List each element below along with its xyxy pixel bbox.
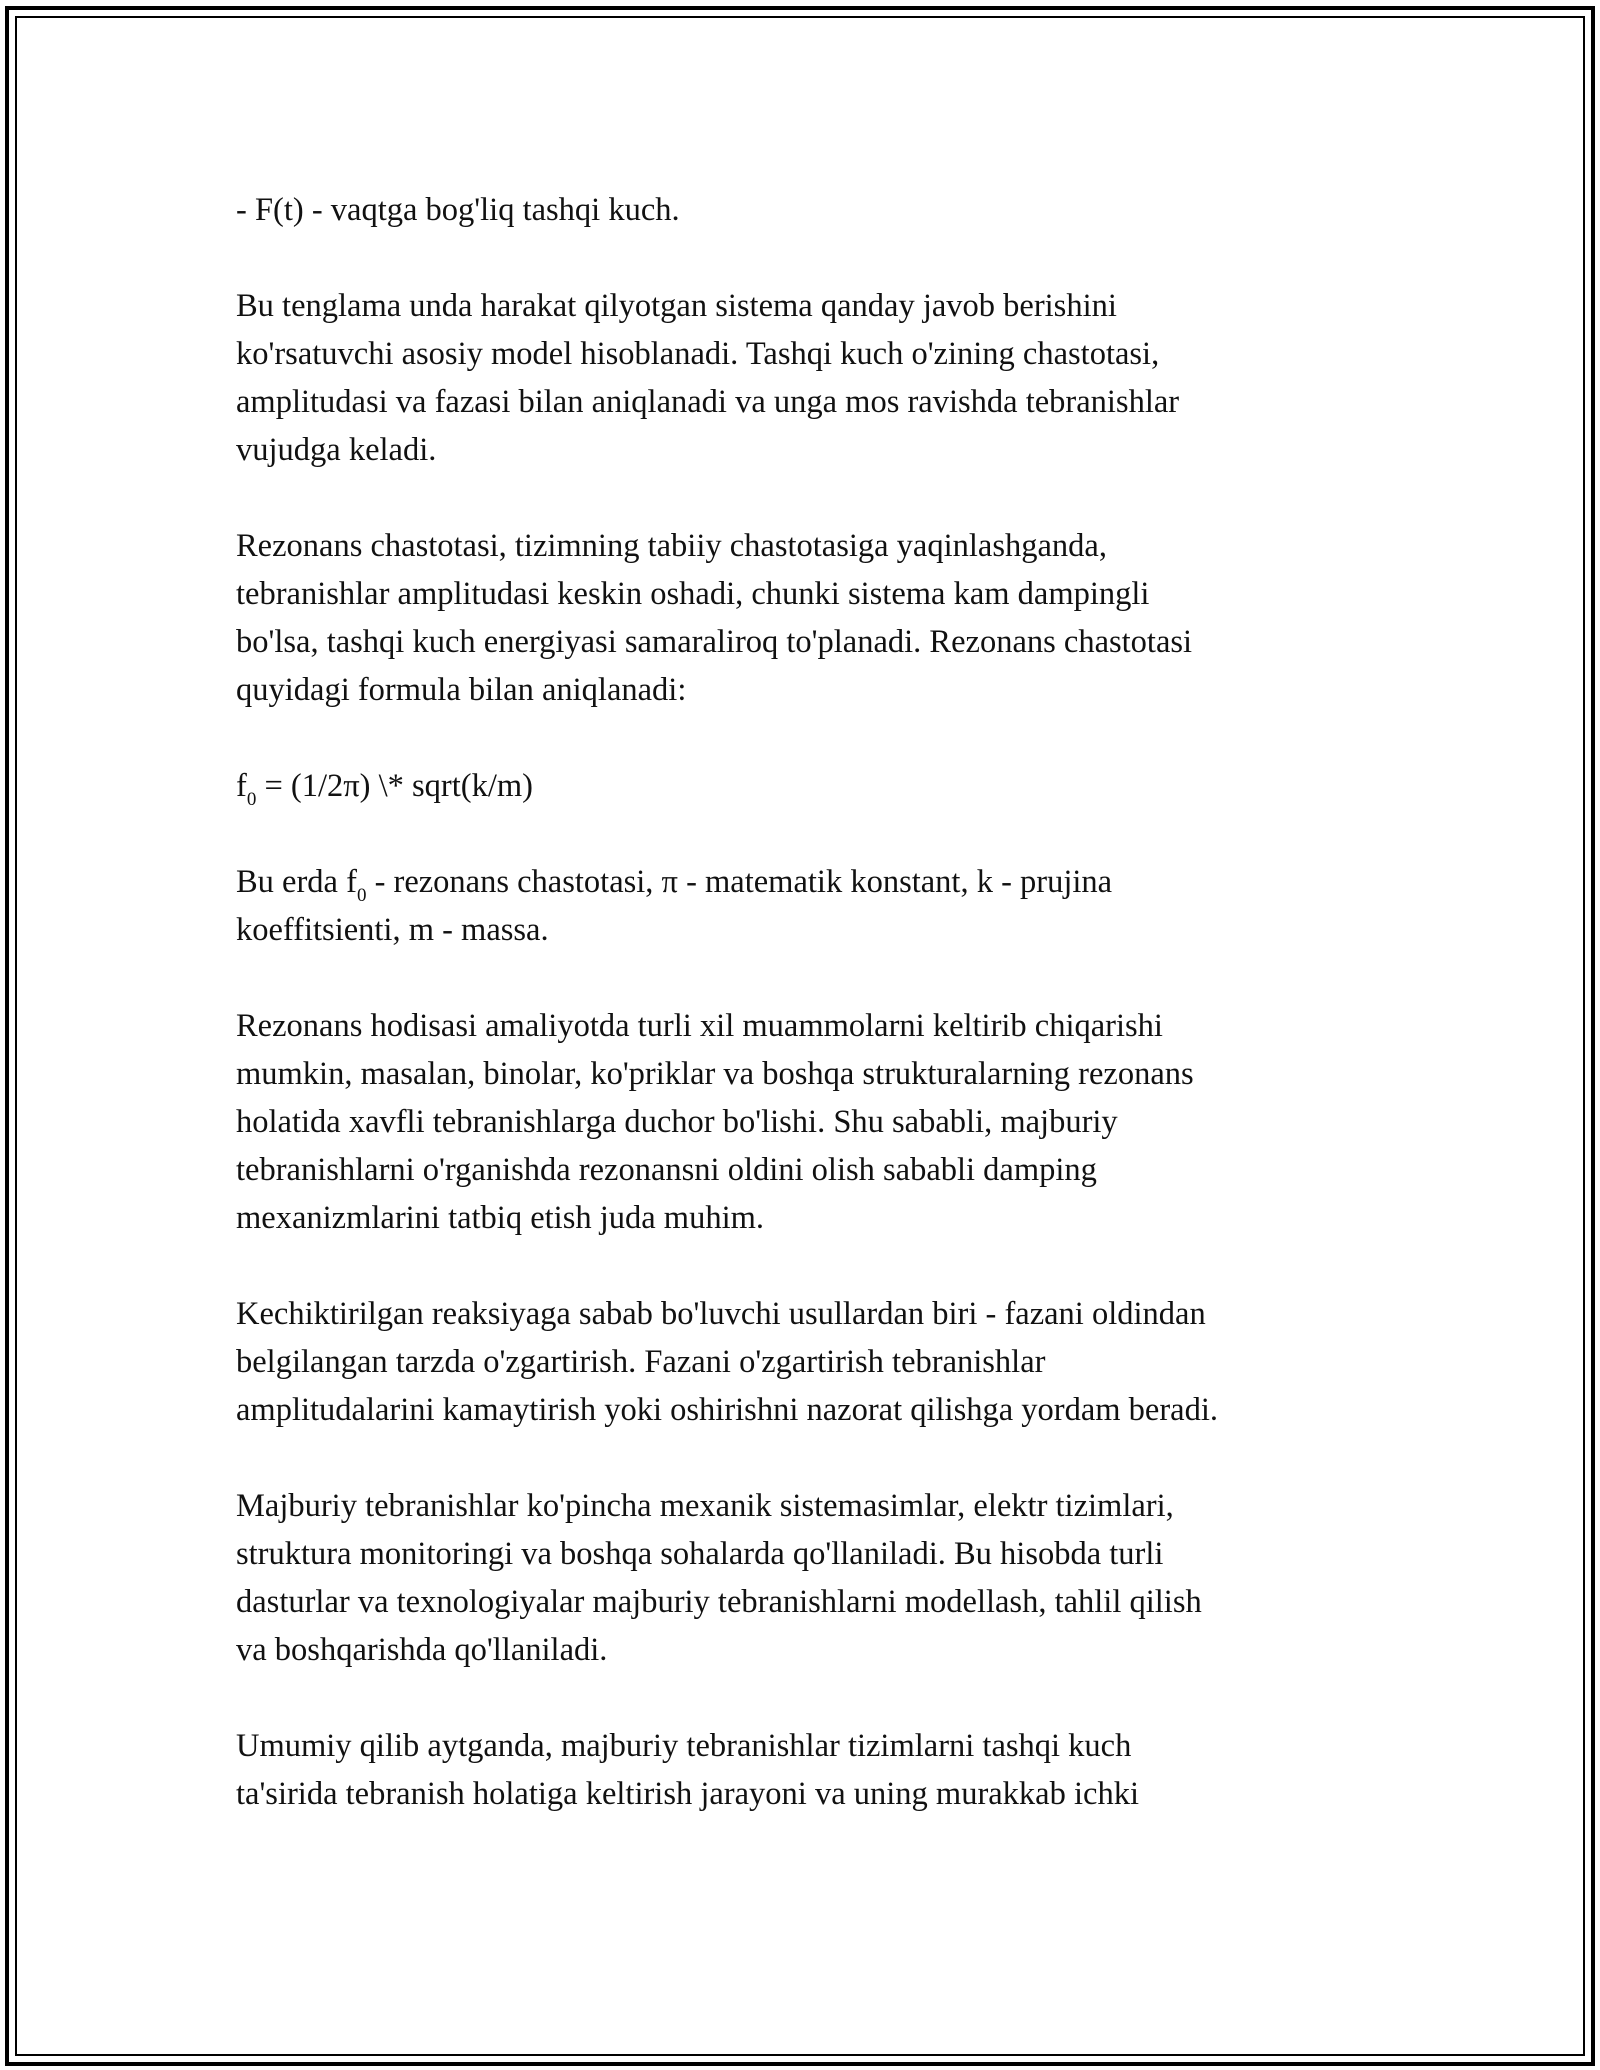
paragraph-equation-model — [236, 282, 1366, 474]
text-line: holatida xavfli tebranishlarga duchor bo'lishi. Shu sababli, majburiy — [236, 1104, 1118, 1140]
formula-variable: f — [236, 768, 247, 804]
text-line: Majburiy tebranishlar ko'pincha mexanik sistemasimlar, elektr tizimlari, — [236, 1488, 1174, 1524]
text-line: koeffitsienti, m - massa. — [236, 912, 549, 948]
paragraph-resonance-problems — [236, 1002, 1366, 1242]
paragraph-summary — [236, 1722, 1366, 1818]
paragraph-phase-shift — [236, 1290, 1366, 1434]
text-line: ko'rsatuvchi asosiy model hisoblanadi. Tashqi kuch o'zining chastotasi, — [236, 336, 1160, 372]
formula-line — [236, 762, 1366, 810]
paragraph-resonance-frequency — [236, 522, 1366, 714]
text-line: Umumiy qilib aytganda, majburiy tebranishlar tizimlarni tashqi kuch — [236, 1728, 1132, 1764]
text-line: mumkin, masalan, binolar, ko'priklar va boshqa strukturalarning rezonans — [236, 1056, 1194, 1092]
text-line: mexanizmlarini tatbiq etish juda muhim. — [236, 1200, 765, 1236]
text-segment: Bu erda f — [236, 864, 357, 900]
text-line — [236, 858, 1366, 906]
text-line: Bu tenglama unda harakat qilyotgan sistema qanday javob berishini — [236, 288, 1117, 324]
text-line: bo'lsa, tashqi kuch energiyasi samaraliroq to'planadi. Rezonans chastotasi — [236, 624, 1193, 660]
formula-subscript: 0 — [356, 885, 367, 906]
paragraph-force-definition — [236, 186, 1366, 234]
text-line: amplitudalarini kamaytirish yoki oshirishni nazorat qilishga yordam beradi. — [236, 1392, 1218, 1428]
text-line: Rezonans chastotasi, tizimning tabiiy chastotasiga yaqinlashganda, — [236, 528, 1107, 564]
paragraph-applications — [236, 1482, 1366, 1674]
text-line: Kechiktirilgan reaksiyaga sabab bo'luvchi usullardan biri - fazani oldindan — [236, 1296, 1206, 1332]
text-line: tebranishlarni o'rganishda rezonansni oldini olish sababli damping — [236, 1152, 1097, 1188]
text-line: vujudga keladi. — [236, 432, 437, 468]
text-line: amplitudasi va fazasi bilan aniqlanadi va unga mos ravishda tebranishlar — [236, 384, 1180, 420]
text-line: dasturlar va texnologiyalar majburiy tebranishlarni modellash, tahlil qilish — [236, 1584, 1202, 1620]
paragraph-formula-explanation — [236, 858, 1366, 954]
text-line: tebranishlar amplitudasi keskin oshadi, chunki sistema kam dampingli — [236, 576, 1150, 612]
formula-resonance — [236, 762, 1366, 810]
text-line: quyidagi formula bilan aniqlanadi: — [236, 672, 687, 708]
text-line: struktura monitoringi va boshqa sohalarda qo'llaniladi. Bu hisobda turli — [236, 1536, 1164, 1572]
text-line: - F(t) - vaqtga bog'liq tashqi kuch. — [236, 192, 680, 228]
text-line: ta'sirida tebranish holatiga keltirish jarayoni va uning murakkab ichki — [236, 1776, 1139, 1812]
text-line: belgilangan tarzda o'zgartirish. Fazani o'zgartirish tebranishlar — [236, 1344, 1046, 1380]
document-body — [236, 186, 1366, 1866]
text-line: va boshqarishda qo'llaniladi. — [236, 1632, 608, 1668]
text-line: Rezonans hodisasi amaliyotda turli xil muammolarni keltirib chiqarishi — [236, 1008, 1163, 1044]
formula-expression: = (1/2π) \* sqrt(k/m) — [256, 768, 533, 804]
formula-subscript: 0 — [246, 789, 257, 810]
text-segment: - rezonans chastotasi, π - matematik konstant, k - prujina — [366, 864, 1113, 900]
